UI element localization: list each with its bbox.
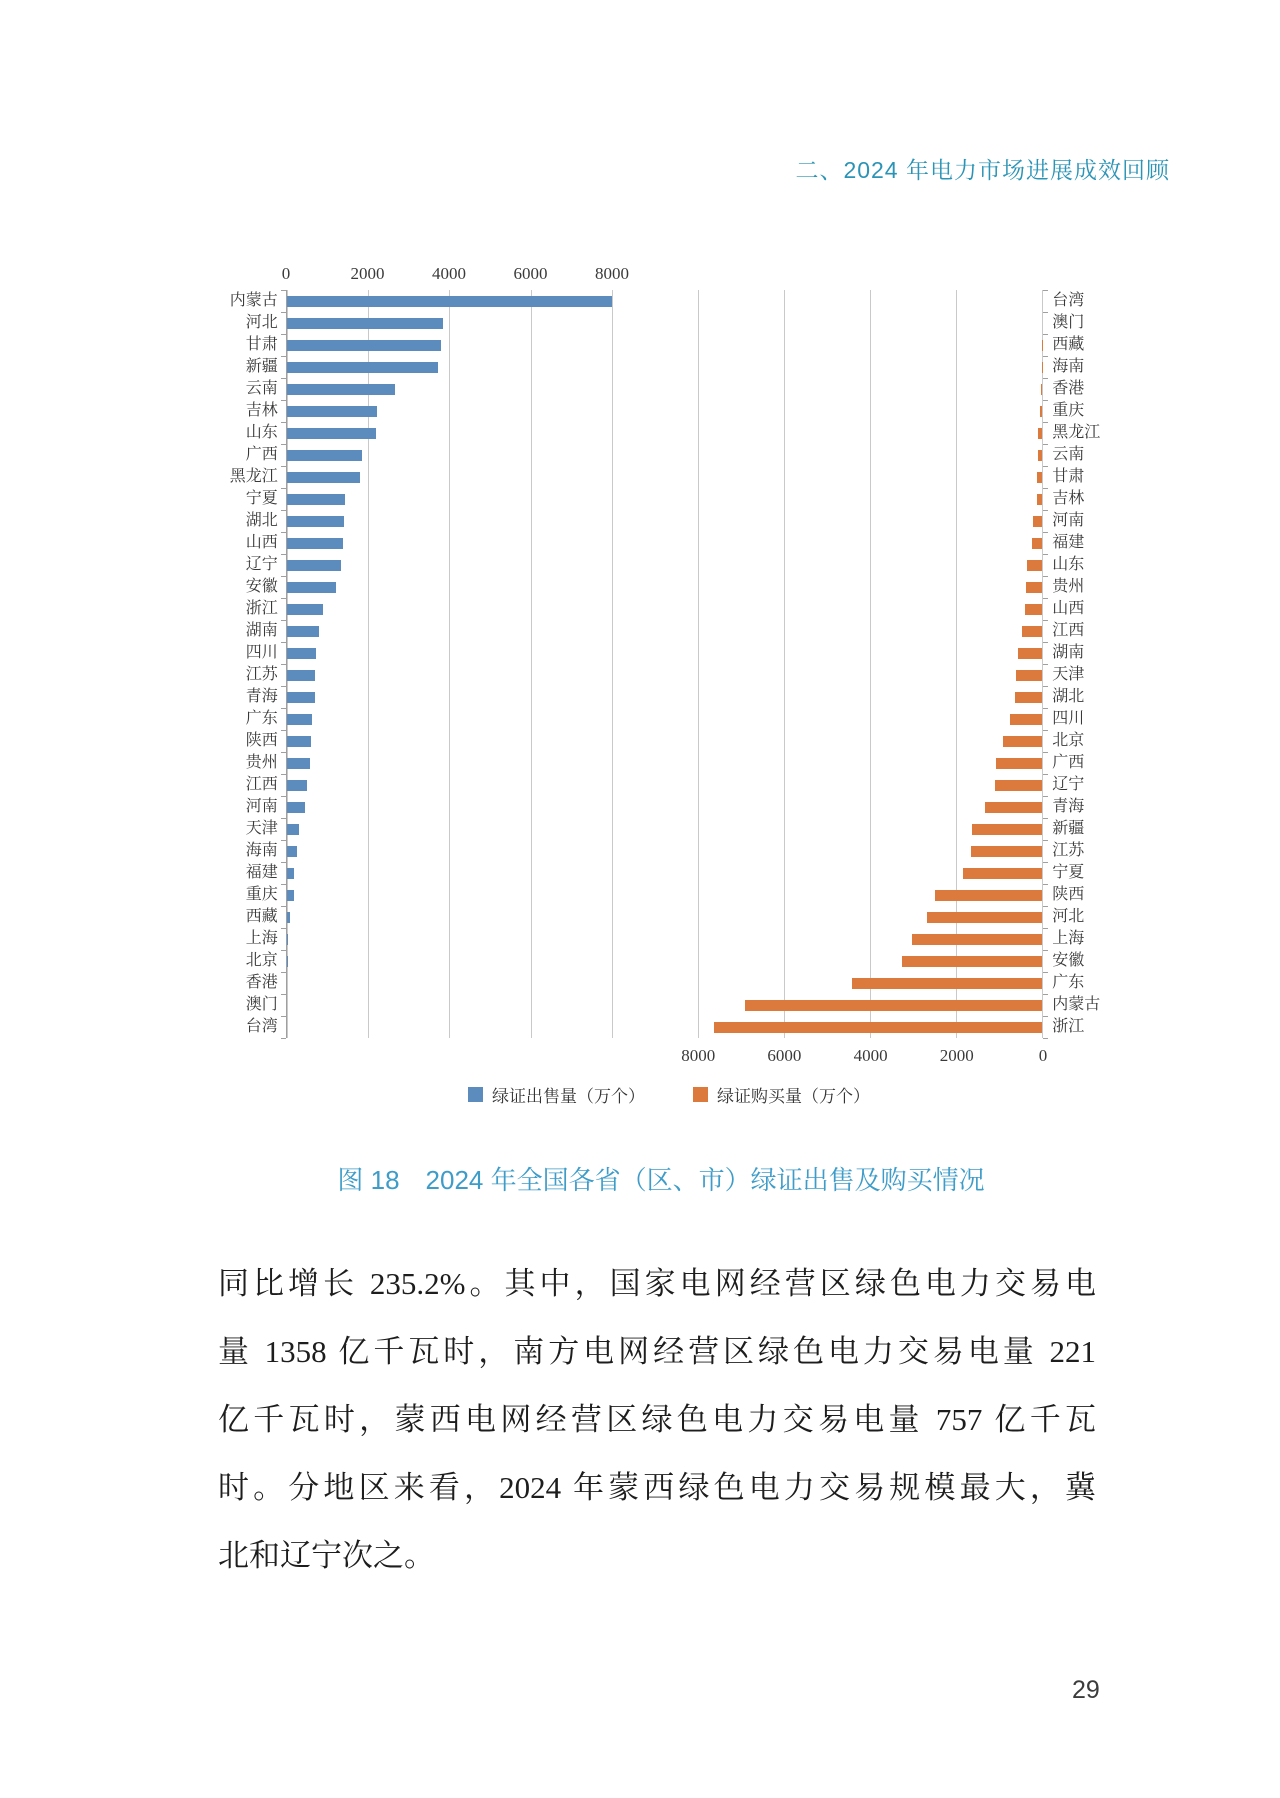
sell-bar-row: [287, 356, 612, 378]
sell-row-label: 山西: [245, 534, 278, 551]
buy-row-label: 辽宁: [1052, 776, 1085, 793]
legend-label: 绿证购买量（万个）: [717, 1087, 870, 1106]
sell-bar-row: [287, 862, 612, 884]
buy-bar-row: [612, 752, 1042, 774]
buy-chart-category-labels: [1043, 290, 1158, 1038]
sell-bar: [287, 406, 377, 417]
page-header: 二、2024 年电力市场进展成效回顾: [795, 157, 1170, 183]
sell-row-label: 宁夏: [245, 490, 278, 507]
sell-row-label: 辽宁: [245, 556, 278, 573]
buy-row-label: 安徽: [1052, 952, 1085, 969]
sell-bar-row: [287, 400, 612, 422]
sell-row-label: 河南: [245, 798, 278, 815]
sell-bar-row: [287, 994, 612, 1016]
chart-body: [180, 290, 1158, 1038]
sell-row-label: 安徽: [245, 578, 278, 595]
buy-row-label: 贵州: [1052, 578, 1085, 595]
sell-bar-row: [287, 312, 612, 334]
sell-row-label: 河北: [245, 314, 278, 331]
sell-bar-row: [287, 378, 612, 400]
buy-bar: [935, 890, 1043, 901]
buy-bar-row: [612, 994, 1042, 1016]
sell-bar-row: [287, 686, 612, 708]
sell-bar-row: [287, 510, 612, 532]
sell-row-label: 山东: [245, 424, 278, 441]
buy-bar: [1027, 560, 1042, 571]
sell-bar: [287, 912, 290, 923]
sell-bar: [287, 692, 315, 703]
buy-bar-row: [612, 928, 1042, 950]
sell-row-label: 吉林: [245, 402, 278, 419]
buy-bar-row: [612, 818, 1042, 840]
buy-bar: [972, 824, 1042, 835]
buy-bar-row: [612, 664, 1042, 686]
buy-row-label: 江西: [1052, 622, 1085, 639]
sell-bar-row: [287, 774, 612, 796]
buy-bar: [714, 1022, 1042, 1033]
sell-chart-category-labels: [180, 290, 286, 1038]
figure-caption: 图 18 2024 年全国各省（区、市）绿证出售及购买情况: [337, 1165, 985, 1195]
sell-chart-top-axis: [281, 256, 629, 290]
sell-row-label: 黑龙江: [229, 468, 278, 485]
sell-bar: [287, 362, 439, 373]
buy-bar: [971, 846, 1042, 857]
sell-bar: [287, 934, 288, 945]
buy-bar: [1033, 516, 1042, 527]
buy-bar-row: [612, 884, 1042, 906]
axis-tick-label: 6000: [513, 264, 548, 283]
paragraph-line: 时。分地区来看，2024 年蒙西绿色电力交易规模最大，冀: [218, 1470, 1096, 1505]
sell-bar: [287, 538, 343, 549]
sell-bar-row: [287, 466, 612, 488]
sell-row-label: 上海: [245, 930, 278, 947]
sell-bar: [287, 714, 312, 725]
buy-bar-row: [612, 950, 1042, 972]
buy-bar-row: [612, 840, 1042, 862]
buy-row-label: 湖南: [1052, 644, 1085, 661]
sell-bar-row: [287, 554, 612, 576]
sell-bar-row: [287, 1016, 612, 1038]
buy-bar-row: [612, 532, 1042, 554]
sell-bar-row: [287, 840, 612, 862]
sell-row-label: 广东: [245, 710, 278, 727]
sell-bar-row: [287, 818, 612, 840]
buy-bar: [1016, 670, 1042, 681]
buy-bar: [1032, 538, 1042, 549]
buy-row-label: 台湾: [1052, 292, 1085, 309]
body-paragraph: [218, 1250, 1096, 1590]
buy-bar-row: [612, 1016, 1042, 1038]
sell-row-label: 青海: [245, 688, 278, 705]
axis-tick-label: 8000: [681, 1046, 716, 1065]
sell-row-label: 内蒙古: [229, 292, 278, 309]
buy-bar: [745, 1000, 1042, 1011]
sell-bar-row: [287, 796, 612, 818]
sell-row-label: 北京: [245, 952, 278, 969]
sell-bar-row: [287, 730, 612, 752]
buy-row-label: 北京: [1052, 732, 1085, 749]
sell-bar: [287, 758, 310, 769]
axis-tick-label: 0: [1038, 1046, 1048, 1065]
sell-bar-row: [287, 422, 612, 444]
buy-bar-row: [612, 488, 1042, 510]
sell-bar-row: [287, 444, 612, 466]
sell-bar: [287, 626, 320, 637]
paragraph-line: 同比增长 235.2%。其中，国家电网经营区绿色电力交易电: [218, 1266, 1096, 1301]
buy-row-label: 广西: [1052, 754, 1085, 771]
axis-tick-label: 2000: [939, 1046, 974, 1065]
buy-row-label: 上海: [1052, 930, 1085, 947]
buy-row-label: 天津: [1052, 666, 1085, 683]
buy-bar-row: [612, 774, 1042, 796]
buy-row-label: 陕西: [1052, 886, 1085, 903]
buy-bar: [1015, 692, 1043, 703]
buy-bar-row: [612, 686, 1042, 708]
buy-row-label: 河南: [1052, 512, 1085, 529]
buy-bar-row: [612, 400, 1042, 422]
sell-bar: [287, 780, 307, 791]
sell-bar: [287, 890, 294, 901]
buy-bar: [1042, 362, 1043, 373]
sell-row-label: 福建: [245, 864, 278, 881]
buy-bar-row: [612, 862, 1042, 884]
sell-bar-row: [287, 664, 612, 686]
sell-row-label: 澳门: [245, 996, 278, 1013]
sell-bar-row: [287, 752, 612, 774]
buy-row-label: 四川: [1052, 710, 1085, 727]
sell-row-label: 四川: [245, 644, 278, 661]
figure-18-chart: [180, 256, 1158, 1107]
buy-bar: [1022, 626, 1042, 637]
sell-row-label: 湖南: [245, 622, 278, 639]
legend-swatch: [468, 1087, 483, 1102]
sell-bar: [287, 736, 311, 747]
buy-row-label: 青海: [1052, 798, 1085, 815]
sell-bar: [287, 428, 376, 439]
buy-row-label: 湖北: [1052, 688, 1085, 705]
buy-bar: [1010, 714, 1042, 725]
sell-bar: [287, 340, 441, 351]
buy-bar: [1018, 648, 1043, 659]
buy-row-label: 浙江: [1052, 1018, 1085, 1035]
sell-bar-row: [287, 642, 612, 664]
sell-row-label: 甘肃: [245, 336, 278, 353]
buy-row-label: 甘肃: [1052, 468, 1085, 485]
sell-bar-row: [287, 708, 612, 730]
sell-bar-row: [287, 334, 612, 356]
sell-bar: [287, 604, 323, 615]
sell-bar-row: [287, 884, 612, 906]
sell-bar: [287, 824, 299, 835]
buy-bar: [985, 802, 1042, 813]
sell-row-label: 西藏: [245, 908, 278, 925]
sell-row-label: 香港: [245, 974, 278, 991]
buy-bar-row: [612, 312, 1042, 334]
paragraph-line: 北和辽宁次之。: [218, 1538, 435, 1573]
axis-tick-label: 4000: [853, 1046, 888, 1065]
sell-bar-row: [287, 972, 612, 994]
sell-row-label: 台湾: [245, 1018, 278, 1035]
buy-bar-row: [612, 444, 1042, 466]
buy-row-label: 内蒙古: [1052, 996, 1101, 1013]
buy-bar: [927, 912, 1042, 923]
buy-bar: [1025, 604, 1042, 615]
buy-bar-row: [612, 972, 1042, 994]
buy-bar: [963, 868, 1042, 879]
buy-bar-row: [612, 730, 1042, 752]
buy-bar-row: [612, 708, 1042, 730]
buy-row-label: 江苏: [1052, 842, 1085, 859]
buy-row-label: 新疆: [1052, 820, 1085, 837]
buy-bar-row: [612, 290, 1042, 312]
axis-tick-label: 8000: [595, 264, 629, 283]
buy-bar-row: [612, 554, 1042, 576]
buy-bar: [902, 956, 1043, 967]
sell-bar: [287, 846, 297, 857]
axis-tick-label: 0: [281, 264, 291, 283]
buy-row-label: 西藏: [1052, 336, 1085, 353]
buy-row-label: 山西: [1052, 600, 1085, 617]
buy-bar-row: [612, 422, 1042, 444]
sell-bar: [287, 296, 612, 307]
sell-bar-row: [287, 906, 612, 928]
sell-bar-row: [287, 598, 612, 620]
buy-bar-row: [612, 906, 1042, 928]
sell-bar: [287, 516, 344, 527]
sell-bar-row: [287, 620, 612, 642]
axis-tick-label: 4000: [432, 264, 466, 283]
sell-bar: [287, 472, 361, 483]
axis-tick-label: 6000: [767, 1046, 802, 1065]
sell-row-label: 广西: [245, 446, 278, 463]
buy-row-label: 吉林: [1052, 490, 1085, 507]
sell-row-label: 重庆: [245, 886, 278, 903]
buy-bar: [995, 780, 1042, 791]
buy-bar: [1038, 428, 1042, 439]
page-number: 29: [1072, 1676, 1100, 1704]
sell-row-label: 天津: [245, 820, 278, 837]
legend-label: 绿证出售量（万个）: [492, 1087, 645, 1106]
buy-bar-row: [612, 620, 1042, 642]
sell-row-label: 江苏: [245, 666, 278, 683]
sell-row-label: 陕西: [245, 732, 278, 749]
buy-bar: [1037, 494, 1043, 505]
buy-row-label: 云南: [1052, 446, 1085, 463]
sell-bar: [287, 384, 395, 395]
buy-bar: [1003, 736, 1042, 747]
sell-bar-row: [287, 488, 612, 510]
buy-row-label: 澳门: [1052, 314, 1085, 331]
buy-bar: [1026, 582, 1042, 593]
sell-row-label: 海南: [245, 842, 278, 859]
buy-bar: [1037, 472, 1042, 483]
buy-row-label: 香港: [1052, 380, 1085, 397]
sell-bar: [287, 318, 443, 329]
buy-bar: [1038, 450, 1043, 461]
buy-row-label: 广东: [1052, 974, 1085, 991]
sell-row-label: 新疆: [245, 358, 278, 375]
buy-chart-plot: [612, 290, 1043, 1038]
sell-bar-row: [287, 950, 612, 972]
buy-chart-bottom-axis: [612, 1038, 1048, 1070]
sell-row-label: 湖北: [245, 512, 278, 529]
sell-bar: [287, 670, 315, 681]
sell-bar: [287, 868, 295, 879]
buy-bar-row: [612, 334, 1042, 356]
sell-bar: [287, 582, 336, 593]
buy-row-label: 黑龙江: [1052, 424, 1101, 441]
buy-row-label: 福建: [1052, 534, 1085, 551]
buy-bar-row: [612, 598, 1042, 620]
buy-bar: [1040, 406, 1043, 417]
sell-bar: [287, 450, 362, 461]
buy-bar-row: [612, 796, 1042, 818]
sell-bar: [287, 560, 341, 571]
axis-tick-label: 2000: [350, 264, 385, 283]
sell-row-label: 江西: [245, 776, 278, 793]
sell-bar-row: [287, 532, 612, 554]
sell-bar: [287, 494, 345, 505]
gridline: [1042, 290, 1043, 1038]
buy-bar-row: [612, 356, 1042, 378]
buy-bar-row: [612, 378, 1042, 400]
buy-bar: [852, 978, 1043, 989]
legend-swatch: [693, 1087, 708, 1102]
buy-bar: [912, 934, 1042, 945]
legend-item: [468, 1082, 645, 1107]
sell-bar-row: [287, 928, 612, 950]
sell-row-label: 贵州: [245, 754, 278, 771]
legend-item: [693, 1082, 870, 1107]
sell-bar: [287, 648, 316, 659]
buy-bar-row: [612, 642, 1042, 664]
buy-bar-row: [612, 576, 1042, 598]
sell-bar-row: [287, 576, 612, 598]
buy-bar-row: [612, 466, 1042, 488]
buy-bar: [1041, 384, 1042, 395]
sell-bar-row: [287, 290, 612, 312]
buy-row-label: 重庆: [1052, 402, 1085, 419]
buy-bar-row: [612, 510, 1042, 532]
paragraph-line: 亿千瓦时，蒙西电网经营区绿色电力交易电量 757 亿千瓦: [218, 1402, 1096, 1437]
chart-legend: [180, 1082, 1158, 1107]
paragraph-line: 量 1358 亿千瓦时，南方电网经营区绿色电力交易电量 221: [218, 1334, 1096, 1369]
buy-row-label: 山东: [1052, 556, 1085, 573]
buy-row-label: 河北: [1052, 908, 1085, 925]
sell-bar: [287, 802, 306, 813]
buy-row-label: 宁夏: [1052, 864, 1085, 881]
buy-bar: [996, 758, 1042, 769]
buy-row-label: 海南: [1052, 358, 1085, 375]
sell-row-label: 云南: [245, 380, 278, 397]
sell-row-label: 浙江: [245, 600, 278, 617]
sell-chart-plot: [286, 290, 612, 1038]
